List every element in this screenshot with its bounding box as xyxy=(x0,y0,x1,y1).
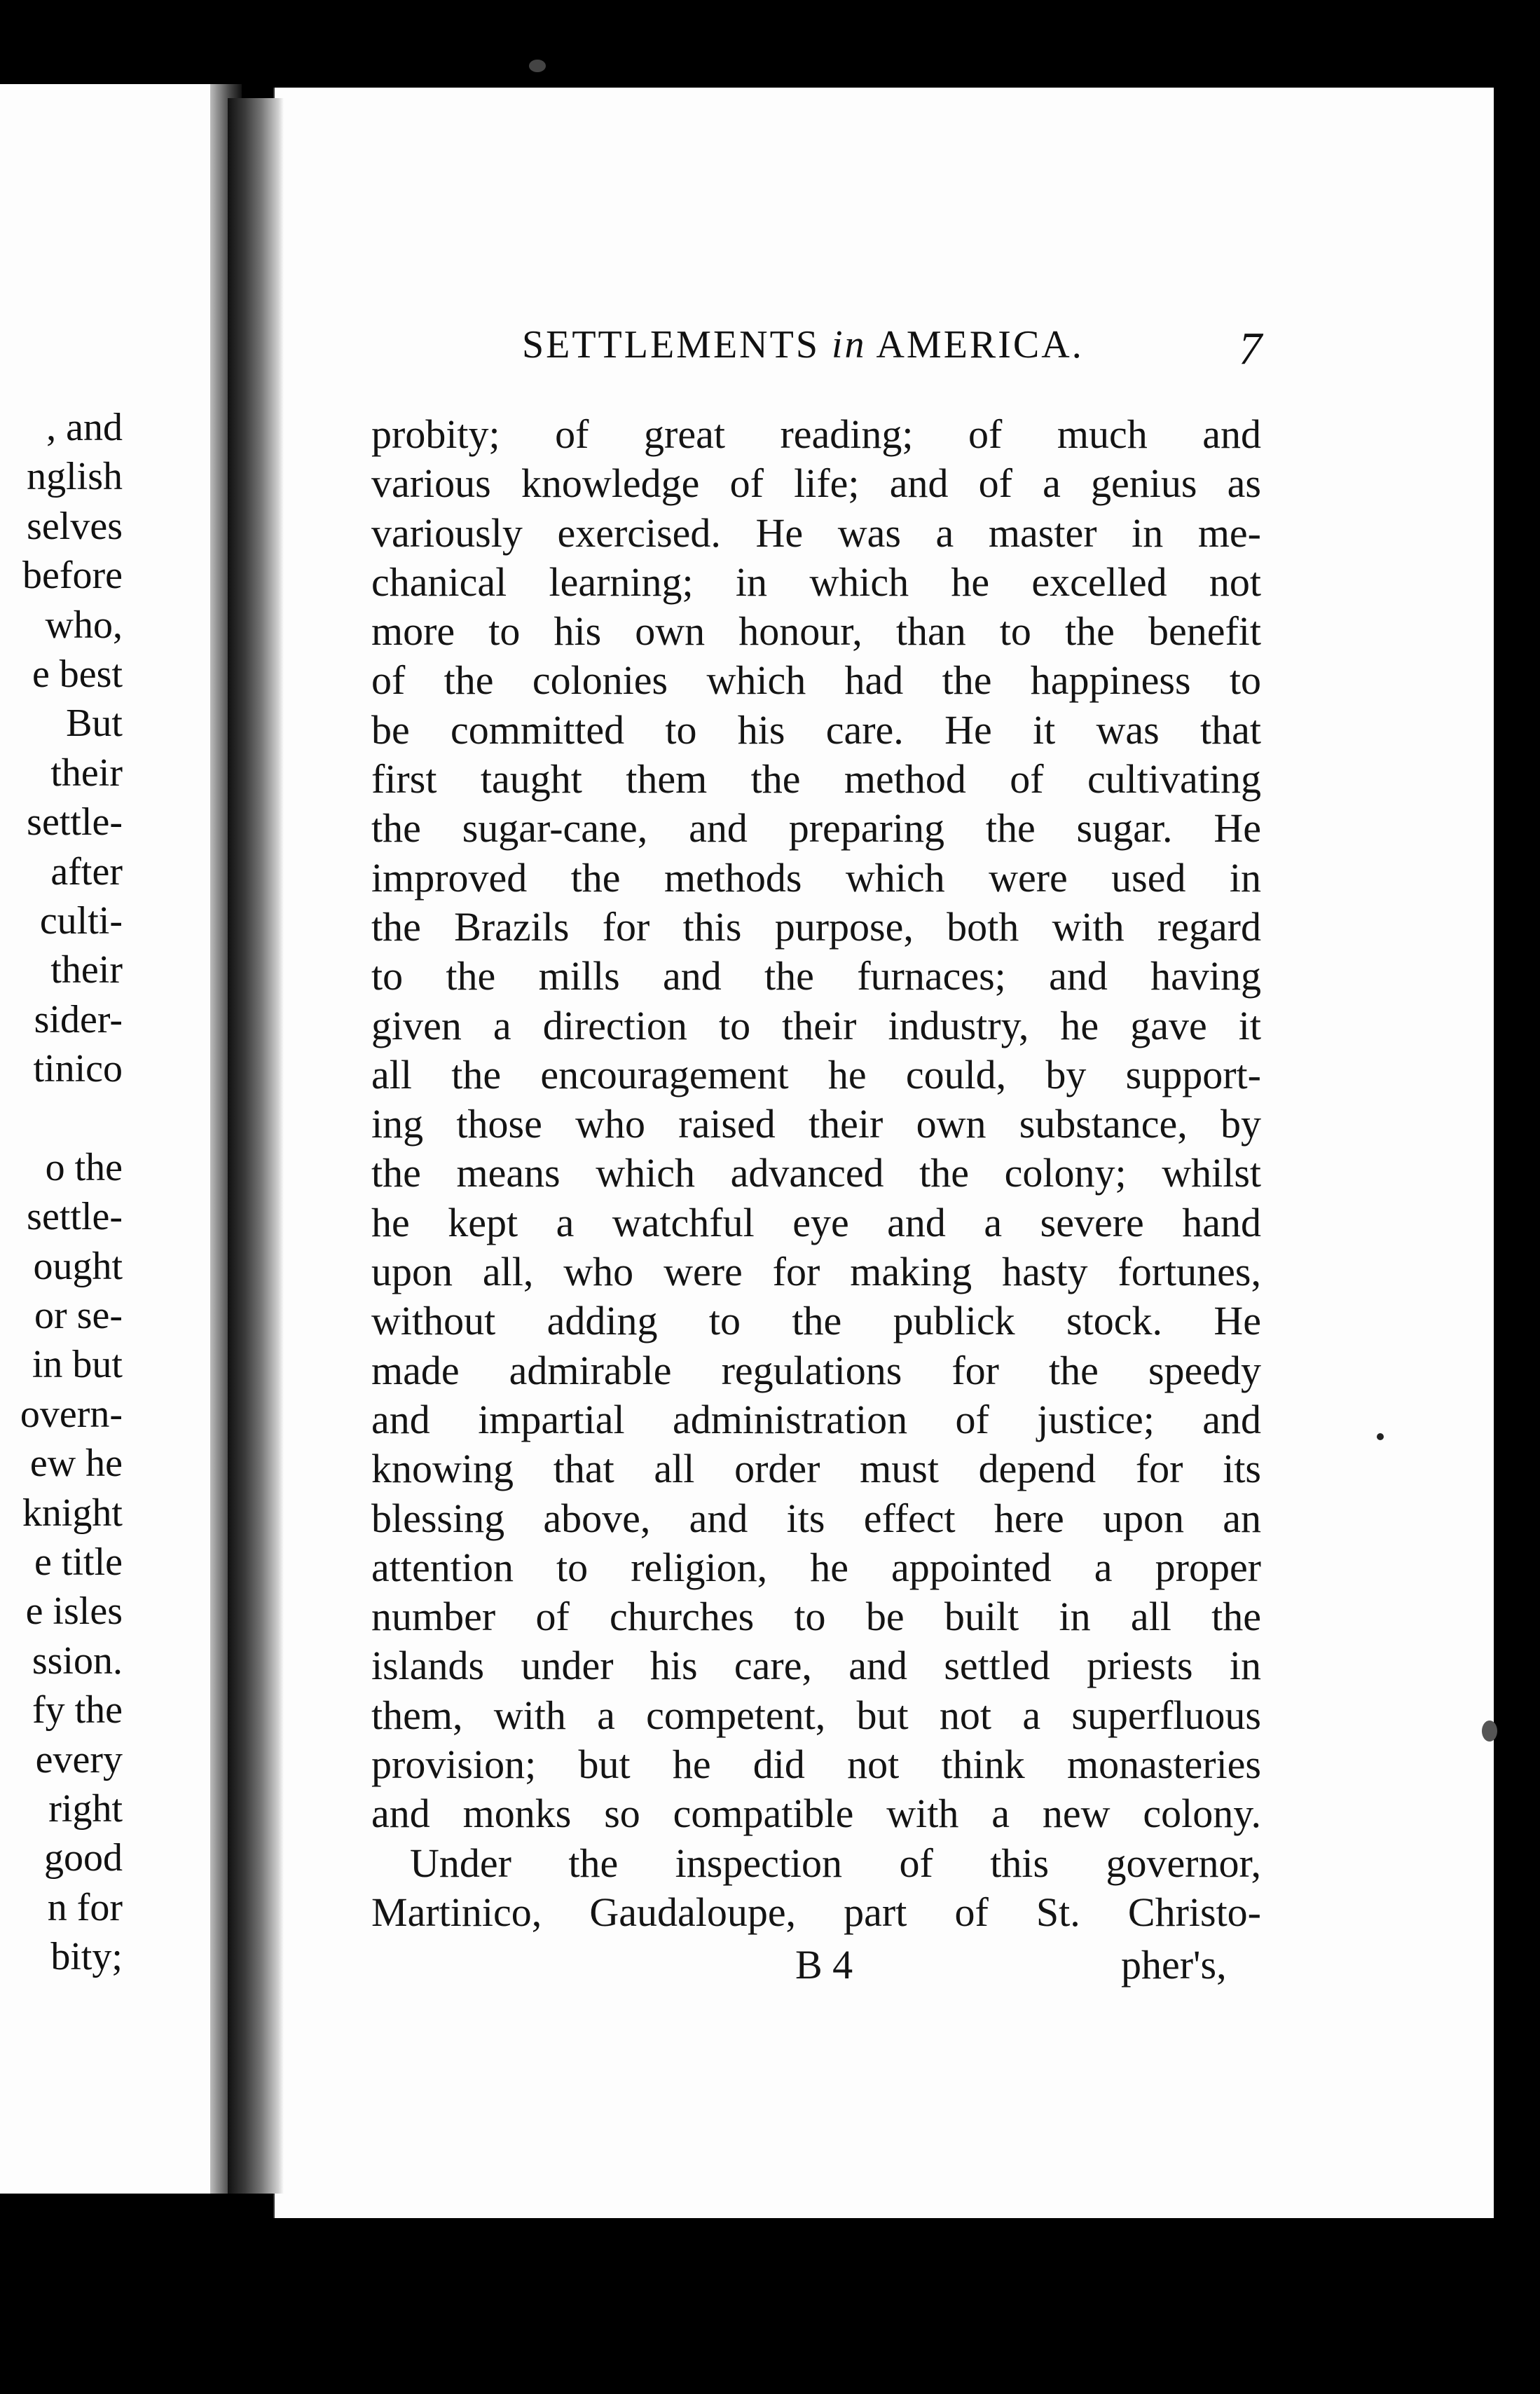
previous-page-line: But xyxy=(66,702,123,746)
previous-page-line: in but xyxy=(32,1343,123,1387)
body-line: Under the inspection of this governor, xyxy=(410,1840,1261,1886)
scan-speck xyxy=(1377,1433,1384,1440)
previous-page-line: culti- xyxy=(39,898,123,943)
body-line: upon all, who were for making hasty fortunes, xyxy=(371,1249,1261,1295)
previous-page-line: settle- xyxy=(27,800,123,844)
running-head-america: AMERICA. xyxy=(876,323,1084,367)
previous-page-line: nglish xyxy=(27,455,123,499)
page-body-text xyxy=(371,410,1261,1937)
previous-page-line xyxy=(0,1093,123,1142)
previous-page-text xyxy=(0,403,123,1982)
body-line: made admirable regulations for the speedy xyxy=(371,1347,1261,1393)
spine-shadow xyxy=(228,98,284,2194)
body-line: number of churches to be built in all the xyxy=(371,1594,1261,1640)
body-line: various knowledge of life; and of a genius as xyxy=(371,460,1261,507)
body-line: first taught them the method of cultivating xyxy=(371,756,1261,802)
scan-speck xyxy=(1482,1721,1497,1742)
body-line: given a direction to their industry, he gave it xyxy=(371,1002,1261,1048)
body-line: and impartial administration of justice; and xyxy=(371,1396,1261,1442)
previous-page-line: selves xyxy=(27,504,123,548)
previous-page-line: sider- xyxy=(34,997,123,1041)
previous-page-line: their xyxy=(50,948,123,992)
body-line: chanical learning; in which he excelled not xyxy=(371,559,1261,605)
previous-page-line: ought xyxy=(33,1244,123,1288)
body-line: islands under his care, and settled priests in xyxy=(371,1643,1261,1689)
previous-page-line: , and xyxy=(46,406,123,449)
page-number: 7 xyxy=(1239,323,1262,374)
catchword: pher's, xyxy=(1121,1942,1227,1988)
previous-page-line: fy the xyxy=(32,1688,123,1732)
running-head-settlements: SETTLEMENTS xyxy=(522,323,820,367)
body-line: and monks so compatible with a new colony. xyxy=(371,1791,1261,1837)
previous-page-line: ew he xyxy=(29,1442,123,1486)
previous-page-line: every xyxy=(35,1737,123,1781)
previous-page-line: settle- xyxy=(27,1195,123,1239)
body-line: Martinico, Gaudaloupe, part of St. Christo- xyxy=(371,1889,1261,1935)
running-head-in: in xyxy=(831,323,867,367)
body-line: them, with a competent, but not a superfluous xyxy=(371,1692,1261,1738)
previous-page-line: before xyxy=(22,554,123,598)
previous-page-line: tinico xyxy=(33,1047,123,1091)
previous-page-line: knight xyxy=(22,1491,123,1535)
body-line: improved the methods which were used in xyxy=(371,854,1261,901)
previous-page-line: ssion. xyxy=(32,1639,123,1683)
previous-page-line: after xyxy=(50,849,123,894)
previous-page-line: good xyxy=(44,1836,123,1880)
body-line: all the encouragement he could, by support- xyxy=(371,1051,1261,1097)
body-line: the sugar-cane, and preparing the sugar. He xyxy=(371,805,1261,851)
body-line: be committed to his care. He it was that xyxy=(371,706,1261,753)
previous-page-line: n for xyxy=(47,1885,123,1929)
body-line: the means which advanced the colony; whilst xyxy=(371,1150,1261,1196)
body-line: the Brazils for this purpose, both with regard xyxy=(371,903,1261,950)
signature-mark: B 4 xyxy=(795,1942,853,1988)
previous-page-line: their xyxy=(50,751,123,795)
previous-page-line: bity; xyxy=(50,1935,123,1979)
body-line: to the mills and the furnaces; and having xyxy=(371,953,1261,999)
previous-page-line: e title xyxy=(34,1540,123,1584)
scan-speck xyxy=(529,60,546,72)
previous-page-line: right xyxy=(48,1786,123,1831)
body-line: he kept a watchful eye and a severe hand xyxy=(371,1199,1261,1245)
body-line: probity; of great reading; of much and xyxy=(371,411,1261,457)
previous-page-line: e isles xyxy=(25,1589,123,1634)
body-line: ing those who raised their own substance, by xyxy=(371,1101,1261,1147)
body-line: blessing above, and its effect here upon an xyxy=(371,1495,1261,1541)
body-line: attention to religion, he appointed a proper xyxy=(371,1544,1261,1590)
body-line: of the colonies which had the happiness to xyxy=(371,657,1261,704)
body-line: without adding to the publick stock. He xyxy=(371,1298,1261,1344)
previous-page-line: who, xyxy=(45,603,123,647)
running-head xyxy=(522,322,1084,367)
previous-page-line: overn- xyxy=(20,1392,123,1436)
body-line: variously exercised. He was a master in me- xyxy=(371,509,1261,556)
previous-page-line: o the xyxy=(45,1145,123,1189)
previous-page-line: or se- xyxy=(34,1294,123,1338)
previous-page-line: e best xyxy=(32,652,123,696)
body-line: provision; but he did not think monasteries xyxy=(371,1742,1261,1788)
body-line: more to his own honour, than to the benefit xyxy=(371,608,1261,655)
body-line: knowing that all order must depend for its xyxy=(371,1446,1261,1492)
